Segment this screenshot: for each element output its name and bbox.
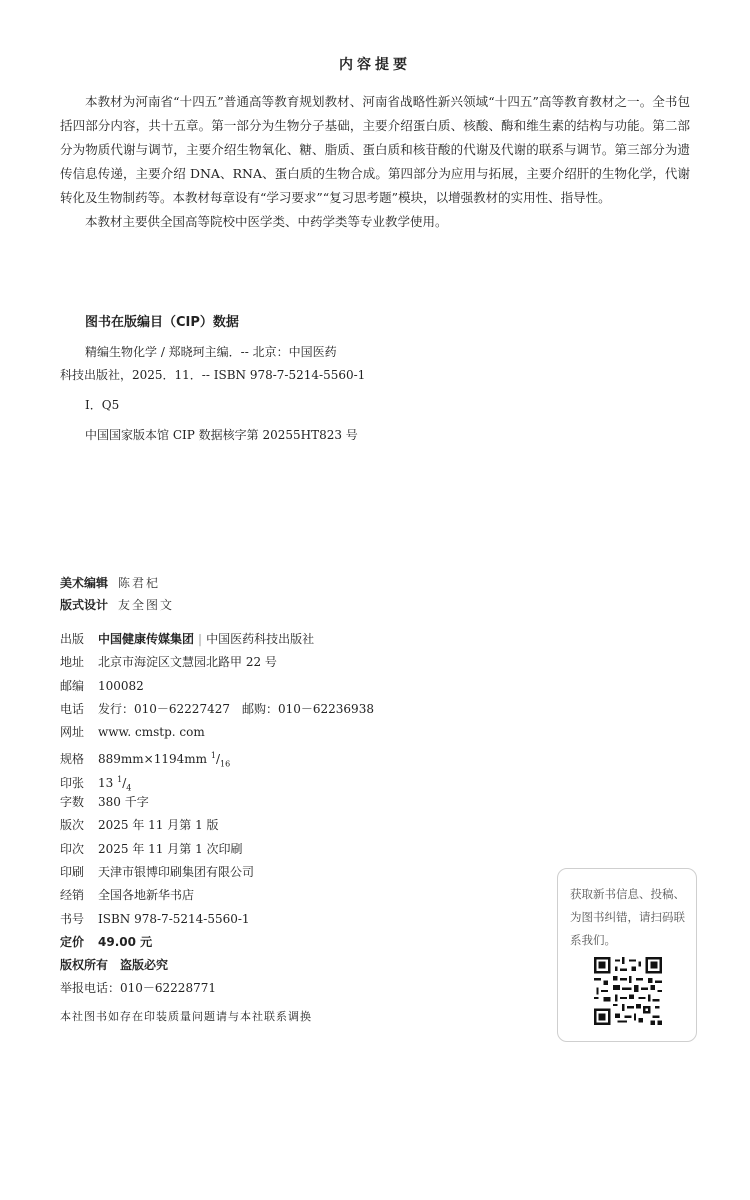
- cip-line-1: 精编生物化学 / 郑晓珂主编．-- 北京：中国医药: [85, 345, 337, 359]
- row-label: 网址: [60, 725, 85, 740]
- row-label: 定价: [60, 934, 85, 949]
- website-row: [60, 721, 374, 744]
- row-label: 印刷: [60, 864, 85, 879]
- isbn-row: [60, 908, 374, 931]
- postcode-value: 100082: [98, 678, 144, 693]
- credit-layout-design: [60, 594, 174, 616]
- sheets-row: 印张 13 $^1/_4$: [60, 768, 374, 791]
- publisher-name: 中国医药科技出版社: [206, 632, 315, 646]
- report-phone-row: 举报电话：010－62228771: [60, 981, 216, 996]
- credit-value: 陈君杞: [118, 576, 161, 590]
- edition-value: 2025 年 11 月第 1 版: [98, 818, 219, 833]
- sheets-value: 13: [98, 775, 114, 790]
- row-label: 地址: [60, 655, 85, 670]
- credit-art-editor: [60, 572, 174, 594]
- format-value: 889mm×1194mm: [98, 752, 208, 767]
- words-value: 380 千字: [98, 795, 149, 810]
- sheets-fraction-denominator: 4: [126, 783, 132, 793]
- cip-line-4: 中国国家版本馆 CIP 数据核字第 20255HT823 号: [85, 428, 358, 442]
- printer-value: 天津市银博印刷集团有限公司: [98, 864, 255, 879]
- format-fraction-numerator: 1: [210, 751, 216, 761]
- row-label: 印张: [60, 775, 85, 790]
- printer-row: [60, 861, 374, 884]
- format-row: 规格 889mm×1194mm $^1/_{16}$: [60, 744, 374, 767]
- row-label: 经销: [60, 888, 85, 903]
- printing-value: 2025 年 11 月第 1 次印刷: [98, 841, 243, 856]
- postcode-row: [60, 675, 374, 698]
- price-value: 49.00 元: [98, 934, 153, 949]
- edition-row: [60, 814, 374, 837]
- website-value: www. cmstp. com: [98, 725, 205, 740]
- distributor-value: 全国各地新华书店: [98, 888, 195, 903]
- row-label: 出版: [60, 632, 85, 646]
- printing-row: [60, 838, 374, 861]
- summary-text: [60, 90, 690, 234]
- publisher-group: 中国健康传媒集团: [98, 632, 195, 646]
- cip-title: 图书在版编目（CIP）数据: [85, 315, 239, 330]
- address-value: 北京市海淀区文慧园北路甲 22 号: [98, 655, 277, 670]
- publisher-separator: |: [198, 632, 203, 646]
- credit-label: 版式设计: [60, 598, 109, 612]
- row-label: 邮编: [60, 678, 85, 693]
- qr-code-icon[interactable]: [594, 957, 662, 1025]
- credit-label: 美术编辑: [60, 576, 109, 590]
- row-label: 电话: [60, 701, 85, 716]
- publication-info: [60, 628, 374, 1001]
- format-fraction-denominator: 16: [219, 759, 231, 769]
- row-label: 规格: [60, 752, 85, 767]
- words-row: [60, 791, 374, 814]
- isbn-value: ISBN 978-7-5214-5560-1: [98, 911, 250, 926]
- credits: [60, 572, 174, 616]
- credit-value: 友全图文: [118, 598, 175, 612]
- price-row: [60, 931, 374, 954]
- qr-contact-box: [557, 868, 697, 1042]
- summary-paragraph-2: 本教材主要供全国高等院校中医学类、中药学类等专业教学使用。: [85, 214, 448, 229]
- phone-row: [60, 698, 374, 721]
- qr-text: 获取新书信息、投稿、为图书纠错，请扫码联系我们。: [570, 887, 685, 947]
- address-row: [60, 651, 374, 674]
- publisher-row: [60, 628, 374, 651]
- quality-notice: 本社图书如存在印装质量问题请与本社联系调换: [60, 1010, 312, 1023]
- distributor-row: [60, 884, 374, 907]
- phone-value: 发行：010－62227427 邮购：010－62236938: [98, 701, 374, 716]
- summary-paragraph-1: 本教材为河南省“十四五”普通高等教育规划教材、河南省战略性新兴领域“十四五”高等教育教材之一。全书包括四部分内容，共十五章。第一部分为生物分子基础，主要介绍蛋白质、核酸、酶和维生素的结构与功能。第二部分为物质代谢与调节，主要介绍生物氧化、糖、脂质、蛋白质和核苷酸的代谢及代谢的联系与调节。第三部分为遗传信息传递，主要介绍 DNA、RNA、蛋白质的生物合成。第四部分为应用与拓展，主要介绍肝的生物化学，代谢转化及生物制药等。本教材每章设有“学习要求”“复习思考题”模块，以增强教材的实用性、指导性。: [60, 94, 690, 205]
- row-label: 版次: [60, 818, 85, 833]
- row-label: 书号: [60, 911, 85, 926]
- cip-line-2: 科技出版社，2025．11．-- ISBN 978-7-5214-5560-1: [60, 368, 366, 382]
- sheets-fraction-numerator: 1: [117, 774, 123, 784]
- copyright-row: 版权所有 盗版必究: [60, 958, 169, 973]
- row-label: 字数: [60, 795, 85, 810]
- summary-title: 内容提要: [339, 57, 411, 73]
- row-label: 印次: [60, 841, 85, 856]
- cip-line-3: Ⅰ．Q5: [85, 398, 120, 412]
